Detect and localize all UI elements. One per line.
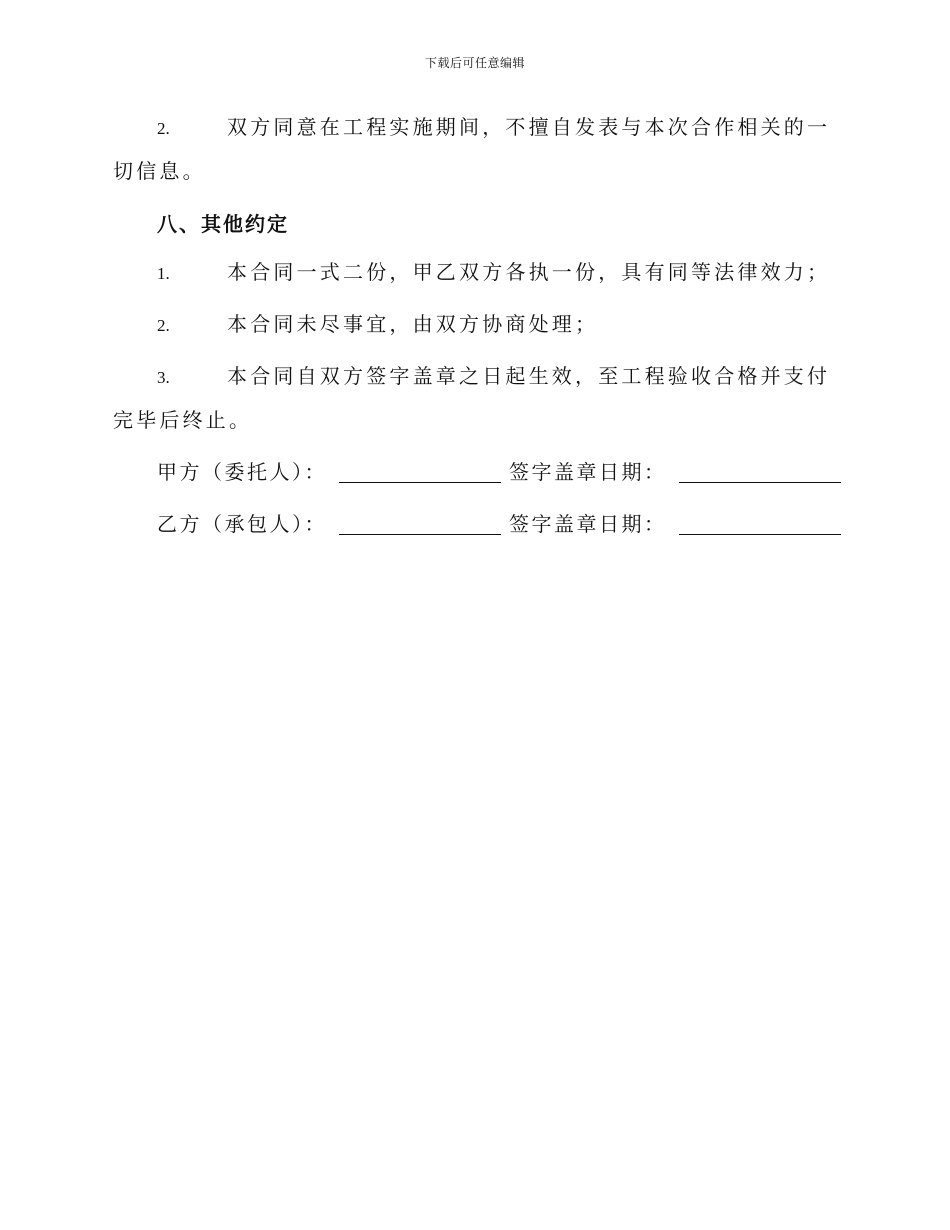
clause-number: 1. <box>157 264 170 283</box>
signature-row-party-b <box>157 508 849 537</box>
page-header: 下载后可任意编辑 <box>424 56 525 70</box>
clause-2-paragraph <box>113 106 838 192</box>
list-item <box>113 303 838 347</box>
clause-text: 本合同一式二份，甲乙双方各执一份，具有同等法律效力； <box>227 260 831 284</box>
clause-number: 3. <box>157 368 170 387</box>
section-heading: 八、其他约定 <box>157 212 289 236</box>
party-a-label: 甲方（委托人）： <box>157 460 327 484</box>
party-b-label: 乙方（承包人）： <box>157 512 327 536</box>
clause-text: 双方同意在工程实施期间，不擅自发表与本次合作相关的一切信息。 <box>113 115 831 183</box>
date-label: 签字盖章日期： <box>509 512 667 536</box>
clause-text: 本合同自双方签字盖章之日起生效，至工程验收合格并支付完毕后终止。 <box>113 364 831 432</box>
party-b-signature-line <box>339 514 501 535</box>
date-label: 签字盖章日期： <box>509 460 667 484</box>
clause-text: 本合同未尽事宜，由双方协商处理； <box>227 312 599 336</box>
party-a-signature-line <box>339 462 501 483</box>
party-a-date-line <box>679 462 841 483</box>
signature-row-party-a <box>157 456 849 485</box>
clause-number: 2. <box>157 119 170 138</box>
party-b-date-line <box>679 514 841 535</box>
clause-number: 2. <box>157 316 170 335</box>
list-item <box>113 251 838 295</box>
list-item <box>113 355 838 441</box>
